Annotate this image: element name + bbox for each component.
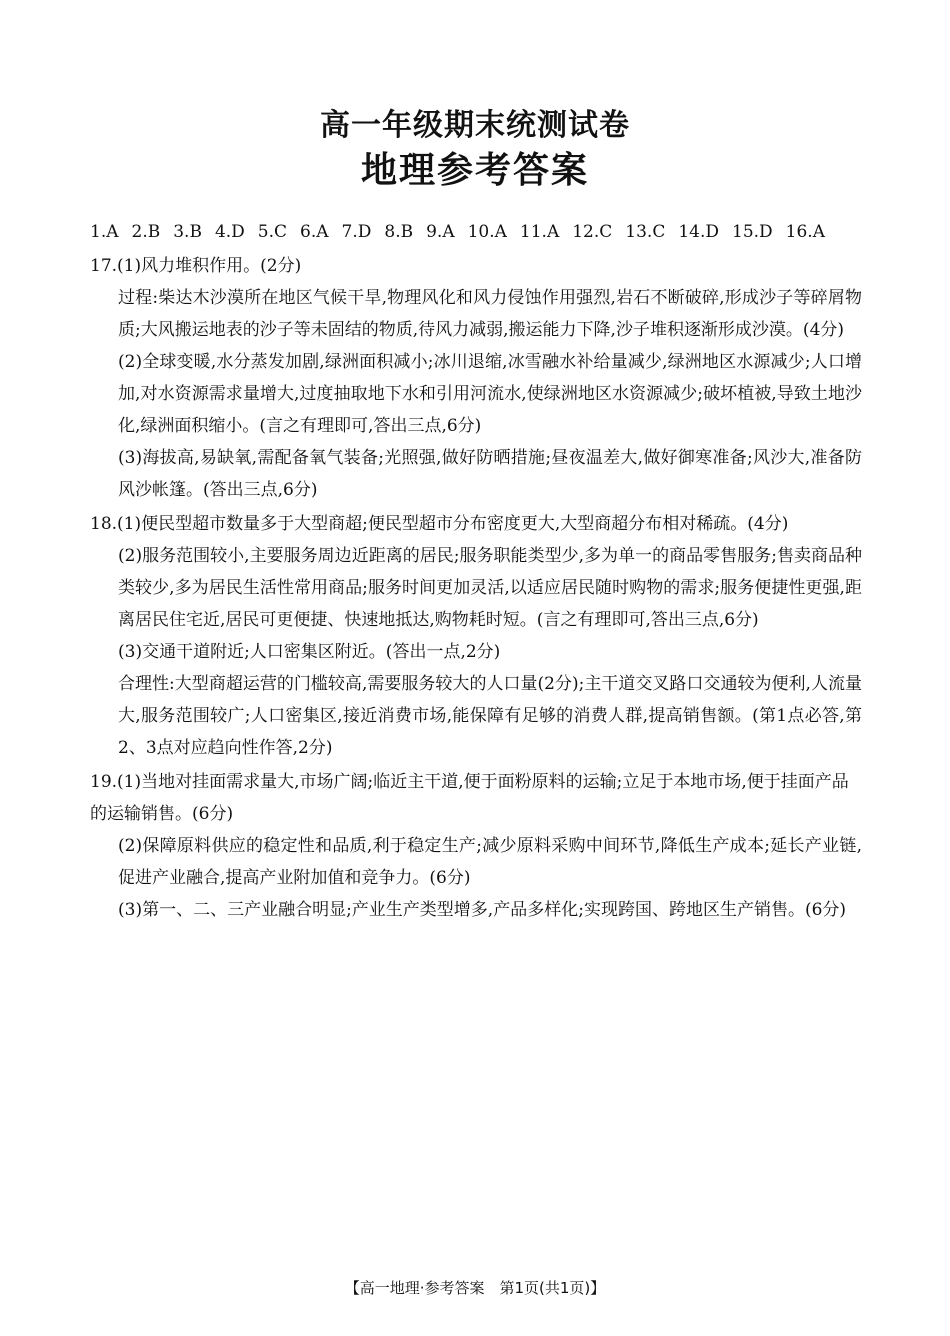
choice-answer: 1.A bbox=[90, 222, 119, 242]
question-18 bbox=[90, 508, 862, 764]
choice-answer: 11.A bbox=[519, 222, 560, 242]
choice-answer: 13.C bbox=[625, 222, 666, 242]
q17-part2: (2)全球变暖,水分蒸发加剧,绿洲面积减小;冰川退缩,冰雪融水补给量减少,绿洲地区水源减少;人口增加,对水资源需求量增大,过度抽取地下水和引用河流水,使绿洲地区水资源减少;破坏植被,导致土地沙化,绿洲面积缩小。(言之有理即可,答出三点,6分) bbox=[118, 352, 862, 436]
q18-part3: (3)交通干道附近;人口密集区附近。(答出一点,2分) bbox=[118, 642, 501, 662]
q19-part3: (3)第一、二、三产业融合明显;产业生产类型增多,产品多样化;实现跨国、跨地区生产销售。(6分) bbox=[118, 900, 847, 920]
q19-part2: (2)保障原料供应的稳定性和品质,利于稳定生产;减少原料采购中间环节,降低生产成本;延长产业链,促进产业融合,提高产业附加值和竞争力。(6分) bbox=[118, 836, 862, 888]
answers-body bbox=[90, 218, 862, 926]
choice-answer: 5.C bbox=[257, 222, 288, 242]
choice-answer: 12.C bbox=[572, 222, 613, 242]
q18-part2: (2)服务范围较小,主要服务周边近距离的居民;服务职能类型少,多为单一的商品零售服务;售卖商品种类较少,多为居民生活性常用商品;服务时间更加灵活,以适应居民随时购物的需求;服务便捷性更强,距离居民住宅近,居民可更便捷、快速地抵达,购物耗时短。(言之有理即可,答出三点,6分) bbox=[118, 546, 862, 630]
q18-part1: (1)便民型超市数量多于大型商超;便民型超市分布密度更大,大型商超分布相对稀疏。(4分) bbox=[117, 514, 789, 534]
question-number: 17. bbox=[90, 256, 118, 276]
question-19 bbox=[90, 766, 862, 926]
question-number: 18. bbox=[90, 514, 118, 534]
choice-answer: 7.D bbox=[341, 222, 372, 242]
q17-process: 过程:柴达木沙漠所在地区气候干旱,物理风化和风力侵蚀作用强烈,岩石不断破碎,形成沙子等碎屑物质;大风搬运地表的沙子等未固结的物质,待风力减弱,搬运能力下降,沙子堆积逐渐形成沙漠。(4分) bbox=[118, 288, 862, 340]
q17-part1: (1)风力堆积作用。(2分) bbox=[117, 256, 302, 276]
answer-key-title: 地理参考答案 bbox=[360, 150, 589, 191]
choice-answer: 14.D bbox=[678, 222, 719, 242]
choice-answer: 4.D bbox=[214, 222, 245, 242]
choice-answer: 6.A bbox=[300, 222, 329, 242]
choice-answer: 10.A bbox=[467, 222, 507, 242]
choice-answer: 15.D bbox=[732, 222, 773, 242]
choice-answer: 9.A bbox=[426, 222, 455, 242]
choice-answer: 3.B bbox=[173, 222, 202, 242]
choice-answer: 8.B bbox=[384, 222, 414, 242]
choice-answers bbox=[90, 218, 862, 246]
choice-answer: 2.B bbox=[131, 222, 161, 242]
q19-part1: (1)当地对挂面需求量大,市场广阔;临近主干道,便于面粉原料的运输;立足于本地市场,便于挂面产品的运输销售。(6分) bbox=[90, 772, 849, 824]
q18-rationale: 合理性:大型商超运营的门槛较高,需要服务较大的人口量(2分);主干道交叉路口交通较为便利,人流量大,服务范围较广;人口密集区,接近消费市场,能保障有足够的消费人群,提高销售额。(第1点必答,第2、3点对应趋向性作答,2分) bbox=[118, 674, 862, 758]
q17-part3: (3)海拔高,易缺氧,需配备氧气装备;光照强,做好防晒措施;昼夜温差大,做好御寒准备;风沙大,准备防风沙帐篷。(答出三点,6分) bbox=[118, 448, 862, 500]
exam-title: 高一年级期末统测试卷 bbox=[320, 108, 630, 143]
choice-answer: 16.A bbox=[785, 222, 825, 242]
page-footer: 【高一地理·参考答案 第1页(共1页)】 bbox=[344, 1279, 606, 1297]
question-number: 19. bbox=[90, 772, 118, 792]
question-17 bbox=[90, 250, 862, 506]
